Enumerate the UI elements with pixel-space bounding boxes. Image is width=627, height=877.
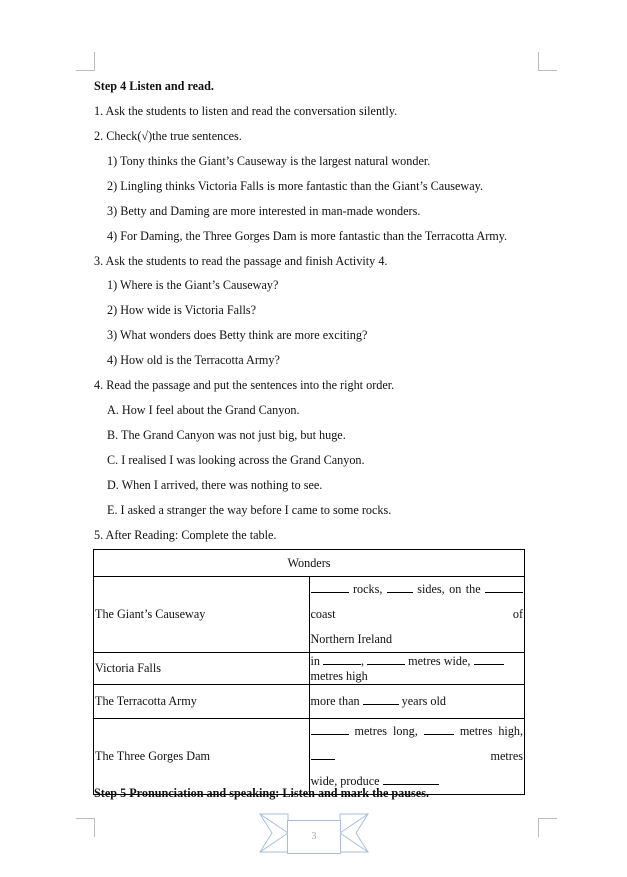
item4-sentence-c: C. I realised I was looking across the Grand Canyon. [107, 453, 365, 467]
crop-mark-bottom-left [76, 818, 95, 837]
item3-question-2: 2) How wide is Victoria Falls? [107, 303, 256, 317]
item2-sentence-4: 4) For Daming, the Three Gorges Dam is more fantastic than the Terracotta Army. [107, 229, 508, 243]
blank-field[interactable] [485, 582, 523, 593]
wonder-name: The Giant’s Causeway [94, 577, 310, 653]
step4-item-3: 3. Ask the students to read the passage and finish Activity 4. [94, 254, 388, 268]
giants-causeway-line-2: Northern Ireland [310, 632, 393, 646]
blank-field[interactable] [383, 774, 439, 785]
item4-sentence-a: A. How I feel about the Grand Canyon. [107, 403, 300, 417]
wonder-details [309, 719, 525, 795]
step5-title: Step 5 Pronunciation and speaking: Listen and mark the pauses. [94, 786, 430, 800]
crop-mark-top-left [76, 52, 95, 71]
table-header-wonders: Wonders [94, 550, 525, 577]
item3-question-1: 1) Where is the Giant’s Causeway? [107, 278, 279, 292]
page-number: 3 [287, 820, 341, 854]
item4-sentence-b: B. The Grand Canyon was not just big, but huge. [107, 428, 346, 442]
table-header-row [94, 550, 525, 577]
item3-question-4: 4) How old is the Terracotta Army? [107, 353, 280, 367]
wonder-name: The Three Gorges Dam [94, 719, 310, 795]
wonders-table [93, 549, 525, 795]
wonder-name: Victoria Falls [94, 653, 310, 685]
blank-field[interactable] [367, 654, 405, 665]
item2-sentence-3: 3) Betty and Daming are more interested in man-made wonders. [107, 204, 421, 218]
step4-item-5: 5. After Reading: Complete the table. [94, 528, 277, 542]
crop-mark-bottom-right [538, 818, 557, 837]
step4-title: Step 4 Listen and read. [94, 79, 214, 93]
blank-field[interactable] [311, 582, 349, 593]
blank-field[interactable] [474, 654, 504, 665]
item3-question-3: 3) What wonders does Betty think are more exciting? [107, 328, 368, 342]
blank-field[interactable] [311, 724, 349, 735]
step4-item-4: 4. Read the passage and put the sentences into the right order. [94, 378, 395, 392]
three-gorges-line-1: metres long, metres high, metres [311, 719, 524, 769]
item4-sentence-e: E. I asked a stranger the way before I came to some rocks. [107, 503, 392, 517]
wonder-details: more than years old [309, 685, 525, 719]
blank-field[interactable] [363, 694, 399, 705]
step4-item-1: 1. Ask the students to listen and read the conversation silently. [94, 104, 398, 118]
table-row [94, 653, 525, 685]
blank-field[interactable] [323, 654, 361, 665]
table-row [94, 719, 525, 795]
three-gorges-line-2: wide, produce [311, 769, 524, 794]
wonder-details: in , metres wide, metres high [309, 653, 525, 685]
wonder-details [309, 577, 525, 653]
wonder-name: The Terracotta Army [94, 685, 310, 719]
giants-causeway-line-1: rocks, sides, on the coast of [310, 582, 523, 621]
step4-item-2: 2. Check(√)the true sentences. [94, 129, 242, 143]
blank-field[interactable] [424, 724, 454, 735]
item2-sentence-1: 1) Tony thinks the Giant’s Causeway is the largest natural wonder. [107, 154, 431, 168]
table-row [94, 577, 525, 653]
blank-field[interactable] [311, 749, 335, 760]
table-row [94, 685, 525, 719]
blank-field[interactable] [387, 582, 413, 593]
crop-mark-top-right [538, 52, 557, 71]
item4-sentence-d: D. When I arrived, there was nothing to see. [107, 478, 323, 492]
item2-sentence-2: 2) Lingling thinks Victoria Falls is more fantastic than the Giant’s Causeway. [107, 179, 483, 193]
